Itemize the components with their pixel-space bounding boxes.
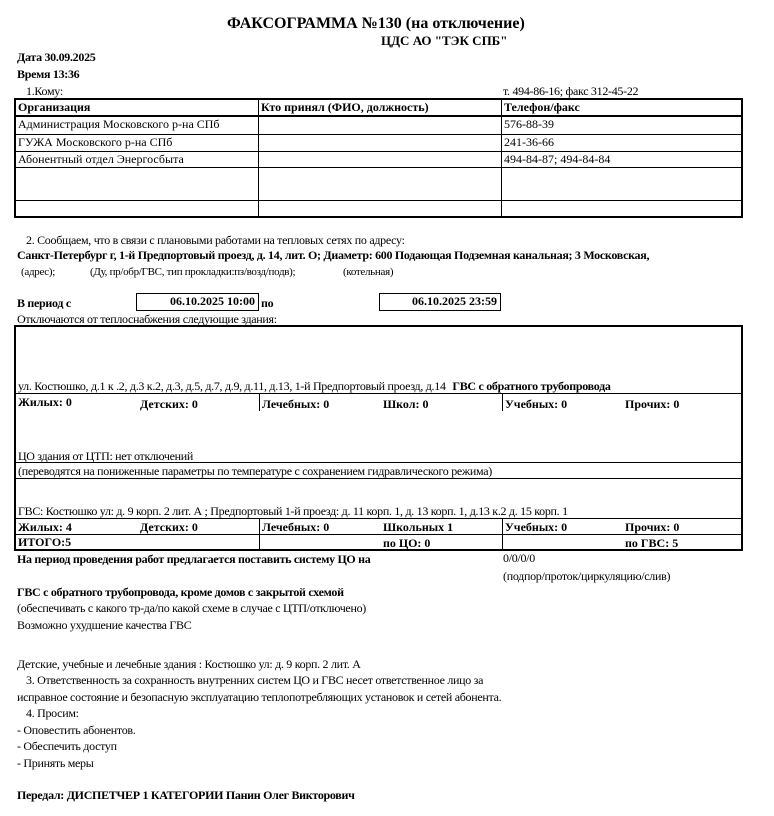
count-children: Детских: 0 (140, 397, 198, 411)
date-label: Дата 30.09.2025 (17, 50, 96, 64)
quality-note: Возможно ухудшение качества ГВС (17, 618, 192, 632)
divider (16, 518, 741, 519)
count-other: Прочих: 0 (625, 520, 680, 534)
legend-diameter: (Ду, пр/обр/ГВС, тип прокладки:пз/возд/подв); (90, 266, 296, 278)
address-line: Санкт-Петербург г, 1-й Предпортовый проезд, д. 14, лит. О; Диаметр: 600 Подающая Подземная канальная; 3 Московская, (17, 248, 650, 262)
co-building-list (18, 379, 611, 393)
sender-line: Передал: ДИСПЕТЧЕР 1 КАТЕГОРИИ Панин Олег Викторович (17, 788, 355, 802)
period-from-field: 06.10.2025 10:00 (136, 293, 259, 311)
legend-boiler: (котельная) (343, 266, 394, 278)
cell-received-by (259, 117, 502, 134)
divider (502, 393, 503, 411)
cell-received-by (259, 201, 502, 216)
count-educational: Учебных: 0 (505, 520, 568, 534)
to-label: 1.Кому: (26, 84, 63, 98)
cell-organization: Администрация Московского р-на СПб (16, 117, 259, 134)
legend-address: (адрес); (21, 266, 55, 278)
count-other: Прочих: 0 (625, 397, 680, 411)
divider (16, 534, 741, 535)
responsibility-line-1: 3. Ответственность за сохранность внутренних систем ЦО и ГВС несет ответственное лицо за (26, 673, 484, 687)
period-to-field: 06.10.2025 23:59 (379, 293, 501, 311)
contacts: т. 494-86-16; факс 312-45-22 (503, 84, 639, 98)
cell-phone: 494-84-87; 494-84-84 (504, 152, 611, 166)
co-proposal-label: На период проведения работ предлагается поставить систему ЦО на (17, 552, 371, 566)
recipients-table (14, 98, 743, 218)
gvs-building-list: ГВС: Костюшко ул: д. 9 корп. 2 лит. А ; Предпортовый 1-й проезд: д. 11 корп. 1, д. 13 корп. 1, д.13 к.2 д. 15 корп. 1 (18, 504, 568, 518)
count-educational: Учебных: 0 (505, 397, 568, 411)
ctp-note: (переводятся на пониженные параметры по температуре с сохранением гидравлического режима) (18, 464, 492, 478)
cell-received-by (259, 135, 502, 151)
count-residential: Жилых: 4 (18, 520, 72, 534)
co-building-addresses: ул. Костюшко, д.1 к .2, д.3 к.2, д.3, д.5, д.7, д.9, д.11, д.13, 1-й Предпортовый проезд, д.14 (18, 379, 446, 393)
count-medical: Лечебных: 0 (262, 397, 330, 411)
cell-phone (502, 201, 741, 216)
table-row (16, 117, 741, 134)
column-header-received-by: Кто принял (ФИО, должность) (259, 100, 502, 115)
buildings-box (14, 325, 743, 551)
divider (259, 393, 260, 411)
divider (16, 393, 741, 394)
document-title: ФАКСОГРАММА №130 (на отключение) (227, 15, 525, 32)
period-from-label: В период с (17, 296, 71, 310)
count-schools: Школьных 1 (383, 520, 454, 534)
column-header-phone: Телефон/факс (504, 100, 580, 114)
cell-phone: 241-36-66 (504, 135, 554, 149)
co-proposal-legend: (подпор/проток/циркуляцию/слив) (503, 569, 671, 583)
cell-organization (16, 168, 259, 200)
table-header (16, 100, 741, 117)
co-building-note: ГВС с обратного трубопровода (452, 379, 611, 393)
cell-phone: 576-88-39 (504, 117, 554, 131)
cell-organization: Абонентный отдел Энергосбыта (16, 152, 259, 167)
notice-intro: 2. Сообщаем, что в связи с плановыми работами на тепловых сетях по адресу: (26, 233, 405, 247)
gvs-proposal-label: ГВС с обратного трубопровода, кроме домов с закрытой схемой (17, 585, 344, 599)
co-proposal-value: 0/0/0/0 (503, 551, 535, 565)
table-row (16, 200, 741, 216)
period-to-label: по (261, 296, 274, 310)
responsibility-line-2: исправное состояние и безопасную эксплуатацию теплопотребляющих установок и сетей абонента. (17, 690, 502, 704)
count-schools: Школ: 0 (383, 397, 429, 411)
special-buildings: Детские, учебные и лечебные здания : Костюшко ул: д. 9 корп. 2 лит. А (17, 657, 361, 671)
divider (16, 462, 741, 463)
cell-organization: ГУЖА Московского р-на СПб (16, 135, 259, 151)
cell-received-by (259, 152, 502, 167)
request-item: - Обеспечить доступ (17, 739, 117, 753)
cell-phone (502, 168, 741, 200)
total-gvs: по ГВС: 5 (625, 536, 679, 550)
cell-received-by (259, 168, 502, 200)
request-item: - Принять меры (17, 756, 94, 770)
request-item: - Оповестить абонентов. (17, 723, 136, 737)
count-children: Детских: 0 (140, 520, 198, 534)
total-count: ИТОГО:5 (18, 535, 72, 549)
gvs-proposal-legend: (обеспечивать с какого тр-да/по какой схеме в случае с ЦТП/отключено) (17, 601, 366, 615)
time-label: Время 13:36 (17, 67, 80, 81)
count-residential: Жилых: 0 (18, 395, 72, 409)
column-header-organization: Организация (16, 100, 259, 115)
total-co: по ЦО: 0 (383, 536, 431, 550)
buildings-intro: Отключаются от теплоснабжения следующие здания: (17, 312, 277, 326)
table-row (16, 134, 741, 151)
table-row (16, 151, 741, 167)
cell-organization (16, 201, 259, 216)
request-title: 4. Просим: (26, 706, 79, 720)
organization-name: ЦДС АО "ТЭК СПБ" (381, 33, 508, 48)
ctp-line: ЦО здания от ЦТП: нет отключений (18, 449, 194, 463)
table-row (16, 167, 741, 200)
count-medical: Лечебных: 0 (262, 520, 330, 534)
divider (16, 478, 741, 479)
